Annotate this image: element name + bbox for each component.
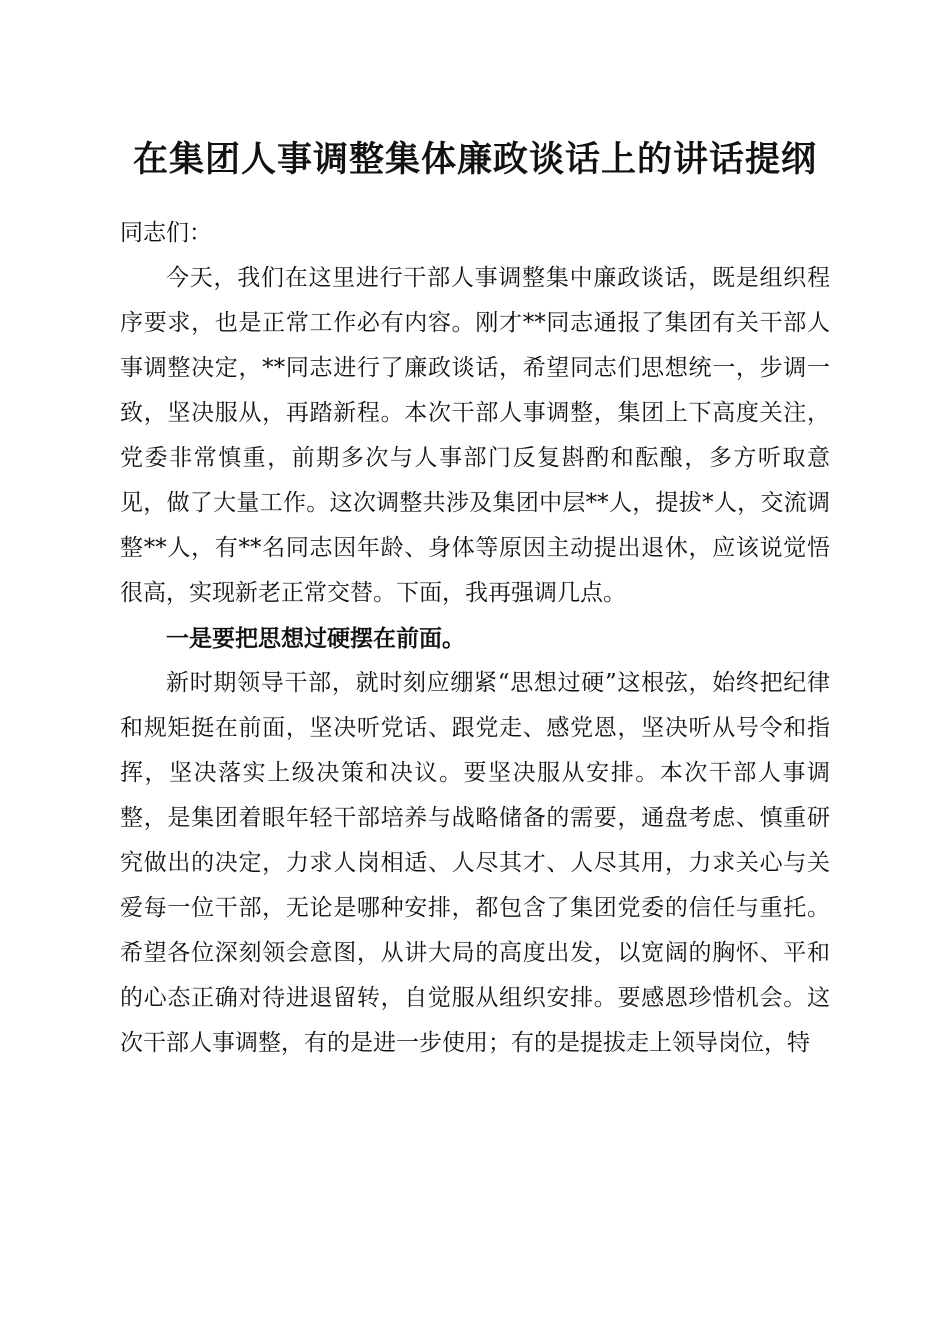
section-paragraph: 新时期领导干部，就时刻应绷紧“思想过硬”这根弦，始终把纪律和规矩挺在前面，坚决听党话、跟党走、感党恩，坚决听从号令和指挥，坚决落实上级决策和决议。要坚决服从安排。本次干部人事调整，是集团着眼年轻干部培养与战略储备的需要，通盘考虑、慎重研究做出的决定，力求人岗相适、人尽其才、人尽其用，力求关心与关爱每一位干部，无论是哪种安排，都包含了集团党委的信任与重托。希望各位深刻领会意图，从讲大局的高度出发，以宽阔的胸怀、平和的心态正确对待进退留转，自觉服从组织安排。要感恩珍惜机会。这次干部人事调整，有的是进一步使用；有的是提拔走上领导岗位，特 <box>120 670 830 1056</box>
document-body <box>120 211 830 1066</box>
document-title: 在集团人事调整集体廉政谈话上的讲话提纲 <box>132 139 817 180</box>
intro-paragraph: 今天，我们在这里进行干部人事调整集中廉政谈话，既是组织程序要求，也是正常工作必有内容。刚才**同志通报了集团有关干部人事调整决定，**同志进行了廉政谈话，希望同志们思想统一，步调一致，坚决服从，再踏新程。本次干部人事调整，集团上下高度关注，党委非常慎重，前期多次与人事部门反复斟酌和酝酿，多方听取意见，做了大量工作。这次调整共涉及集团中层**人，提拔*人，交流调整**人，有**名同志因年龄、身体等原因主动提出退休，应该说觉悟很高，实现新老正常交替。下面，我再强调几点。 <box>120 265 830 606</box>
salutation: 同志们： <box>120 220 212 246</box>
section-heading: 一是要把思想过硬摆在前面。 <box>166 625 465 652</box>
